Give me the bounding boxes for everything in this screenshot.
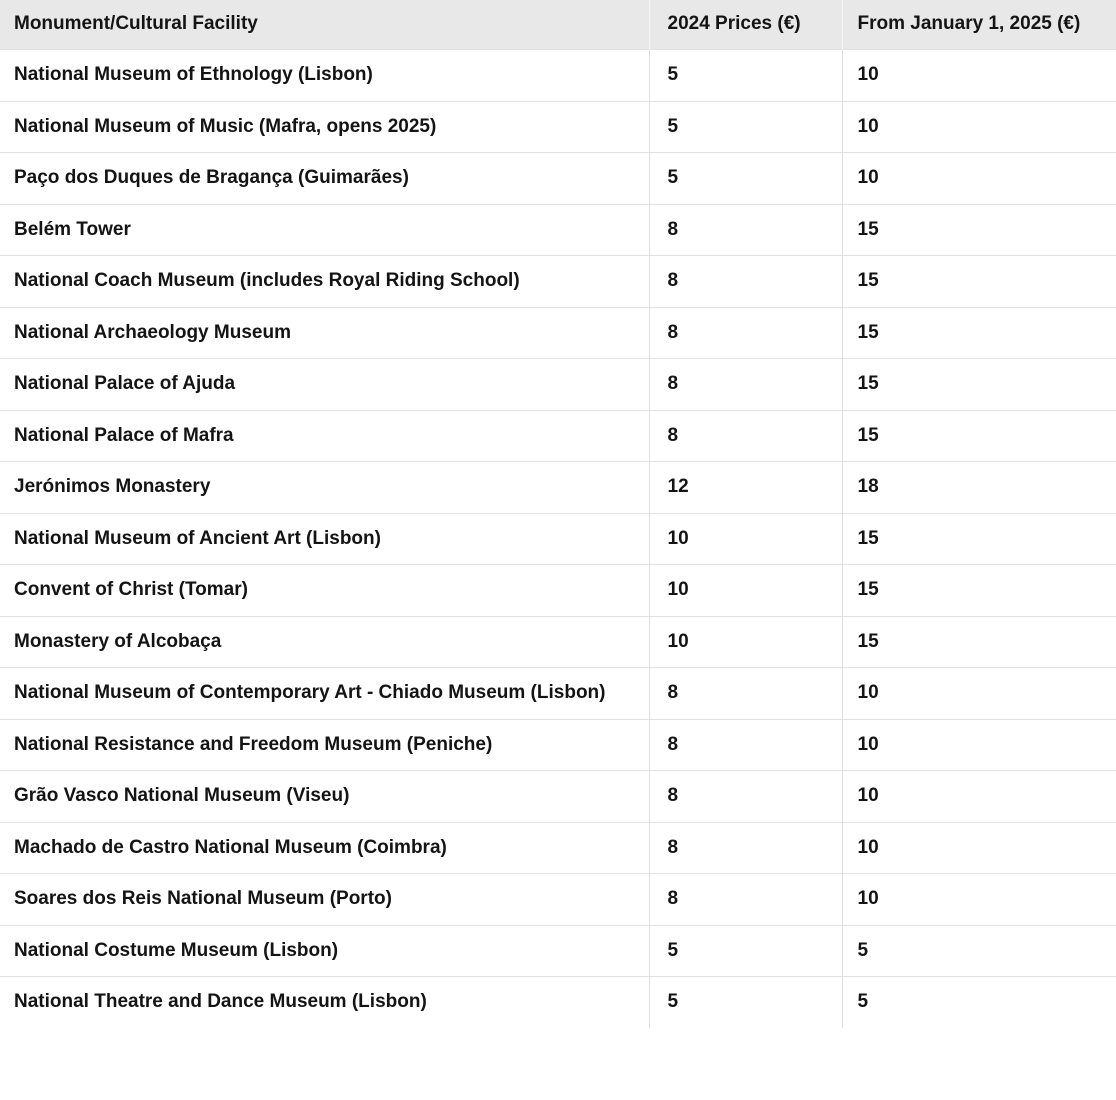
price-2024: 8	[649, 256, 842, 308]
price-2025: 10	[842, 771, 1116, 823]
monument-name: National Resistance and Freedom Museum (Peniche)	[0, 719, 649, 771]
monument-name: National Palace of Ajuda	[0, 359, 649, 411]
monument-name: Paço dos Duques de Bragança (Guimarães)	[0, 153, 649, 205]
price-2025: 15	[842, 410, 1116, 462]
price-2024: 8	[649, 874, 842, 926]
price-2024: 8	[649, 668, 842, 720]
price-2025: 15	[842, 256, 1116, 308]
price-2024: 5	[649, 101, 842, 153]
table-row	[0, 668, 1116, 720]
price-2025: 10	[842, 668, 1116, 720]
monument-name: Soares dos Reis National Museum (Porto)	[0, 874, 649, 926]
table-row	[0, 153, 1116, 205]
price-2024: 12	[649, 462, 842, 514]
price-2025: 5	[842, 925, 1116, 977]
price-2024: 8	[649, 771, 842, 823]
monument-name: National Museum of Contemporary Art - Chiado Museum (Lisbon)	[0, 668, 649, 720]
table-row	[0, 822, 1116, 874]
price-2024: 8	[649, 204, 842, 256]
table-header	[0, 0, 1116, 50]
price-2024: 5	[649, 50, 842, 102]
monument-name: National Museum of Ethnology (Lisbon)	[0, 50, 649, 102]
price-2024: 5	[649, 925, 842, 977]
price-2024: 8	[649, 359, 842, 411]
table-row	[0, 462, 1116, 514]
price-2025: 5	[842, 977, 1116, 1028]
column-header-2024-prices: 2024 Prices (€)	[649, 0, 842, 50]
price-2024: 10	[649, 565, 842, 617]
price-2025: 15	[842, 565, 1116, 617]
monument-name: National Palace of Mafra	[0, 410, 649, 462]
table-row	[0, 256, 1116, 308]
price-2025: 18	[842, 462, 1116, 514]
table-row	[0, 565, 1116, 617]
price-2024: 10	[649, 513, 842, 565]
price-2025: 15	[842, 204, 1116, 256]
price-2024: 5	[649, 977, 842, 1028]
table-row	[0, 204, 1116, 256]
price-2025: 15	[842, 307, 1116, 359]
price-2024: 8	[649, 719, 842, 771]
price-2025: 10	[842, 153, 1116, 205]
monument-name: National Theatre and Dance Museum (Lisbon)	[0, 977, 649, 1028]
table-row	[0, 925, 1116, 977]
price-2025: 10	[842, 50, 1116, 102]
price-2025: 10	[842, 719, 1116, 771]
price-2024: 8	[649, 410, 842, 462]
monument-name: National Archaeology Museum	[0, 307, 649, 359]
price-2024: 8	[649, 822, 842, 874]
table-body	[0, 50, 1116, 1028]
table-row	[0, 307, 1116, 359]
monument-name: National Costume Museum (Lisbon)	[0, 925, 649, 977]
table-row	[0, 719, 1116, 771]
table-row	[0, 50, 1116, 102]
monument-name: Jerónimos Monastery	[0, 462, 649, 514]
monument-name: Machado de Castro National Museum (Coimbra)	[0, 822, 649, 874]
monument-name: National Museum of Ancient Art (Lisbon)	[0, 513, 649, 565]
price-2024: 5	[649, 153, 842, 205]
price-2025: 15	[842, 359, 1116, 411]
price-2025: 10	[842, 874, 1116, 926]
price-2025: 15	[842, 513, 1116, 565]
monument-name: National Museum of Music (Mafra, opens 2025)	[0, 101, 649, 153]
monument-name: National Coach Museum (includes Royal Riding School)	[0, 256, 649, 308]
monument-name: Monastery of Alcobaça	[0, 616, 649, 668]
table-row	[0, 771, 1116, 823]
price-2025: 10	[842, 101, 1116, 153]
table-row	[0, 359, 1116, 411]
price-2025: 10	[842, 822, 1116, 874]
price-2024: 8	[649, 307, 842, 359]
column-header-monument: Monument/Cultural Facility	[0, 0, 649, 50]
table-row	[0, 410, 1116, 462]
monument-name: Grão Vasco National Museum (Viseu)	[0, 771, 649, 823]
price-2024: 10	[649, 616, 842, 668]
monument-name: Convent of Christ (Tomar)	[0, 565, 649, 617]
table-row	[0, 513, 1116, 565]
table-row	[0, 874, 1116, 926]
table-row	[0, 977, 1116, 1028]
header-row	[0, 0, 1116, 50]
column-header-2025-prices: From January 1, 2025 (€)	[842, 0, 1116, 50]
monument-name: Belém Tower	[0, 204, 649, 256]
table-row	[0, 101, 1116, 153]
table-row	[0, 616, 1116, 668]
price-2025: 15	[842, 616, 1116, 668]
